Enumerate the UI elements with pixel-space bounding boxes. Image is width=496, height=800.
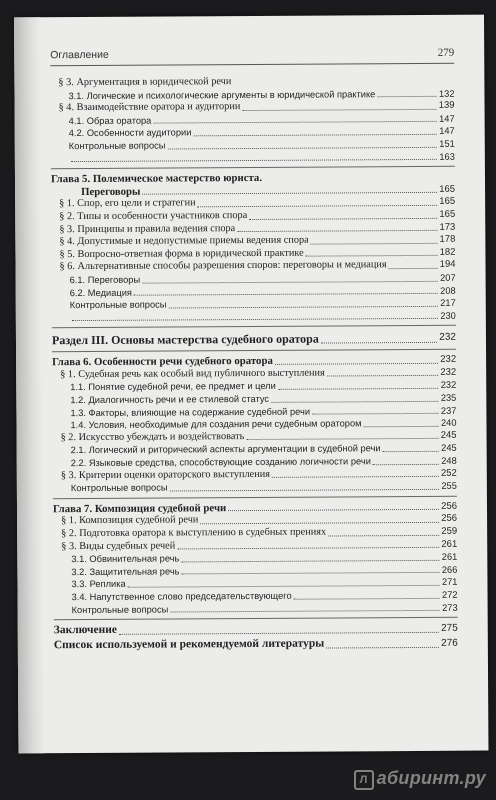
toc-entry-page: 245 xyxy=(441,443,457,454)
toc-entry-page: 252 xyxy=(440,467,457,479)
toc-entry-page: 151 xyxy=(439,138,455,149)
toc-entry-page: 235 xyxy=(440,392,457,403)
dot-leader xyxy=(228,509,439,511)
dot-leader xyxy=(275,363,438,365)
dot-leader xyxy=(170,489,440,492)
dot-leader xyxy=(306,255,438,257)
dot-leader xyxy=(383,451,440,452)
toc-entry-title: Список используемой и рекомендуемой литературы xyxy=(53,637,325,652)
toc-entry-title: § 3. Аргументация в юридической речи xyxy=(58,76,232,89)
toc-entry-title: § 3. Виды судебных речей xyxy=(61,540,176,552)
toc-entry-page: 245 xyxy=(440,429,457,441)
toc-entry-page: 173 xyxy=(439,221,456,233)
watermark-text: абиринт.ру xyxy=(376,768,486,788)
toc-entry-page: 147 xyxy=(439,126,455,137)
toc-entry-title: Глава 7. Композиция судебной речи xyxy=(52,501,227,516)
toc-entry-page: 232 xyxy=(439,332,457,344)
toc-entry[interactable] xyxy=(52,309,456,324)
toc-entry-page: 261 xyxy=(441,551,458,563)
dot-leader xyxy=(272,476,439,478)
toc-entry-title: § 1. Спор, его цели и стратегии xyxy=(59,197,196,210)
toc-entry-title: 1.4. Условия, необходимые для создания речи судебным оратором xyxy=(70,418,362,431)
toc-entry-page: 232 xyxy=(440,354,457,366)
toc-entry-page: 163 xyxy=(439,151,455,162)
toc-entry-page: 165 xyxy=(439,196,456,208)
dot-leader xyxy=(321,342,437,344)
dot-leader xyxy=(193,134,437,136)
labyrinth-logo-icon: Л xyxy=(354,770,374,790)
toc-entry-page: 232 xyxy=(440,380,457,391)
toc-entry-page: 272 xyxy=(441,589,458,600)
toc-entry-title: 4.1. Образ оратора xyxy=(68,115,152,126)
toc-entry-page: 207 xyxy=(440,272,456,283)
toc-entry-page: 217 xyxy=(440,297,456,308)
section-divider xyxy=(51,166,455,169)
toc-entry-title: 3.1. Логические и психологические аргументы в юридической практике xyxy=(68,88,376,101)
toc-entry[interactable] xyxy=(54,601,458,616)
toc-entry-title: 1.2. Диалогичность речи и ее стилевой статус xyxy=(70,393,270,406)
toc-entry-title: Глава 5. Полемическое мастерство юриста. xyxy=(50,172,263,186)
toc-entry-title: § 1. Судебная речь как особый вид публичного выступления xyxy=(60,367,325,381)
dot-leader xyxy=(278,388,439,390)
toc-entry-title: Контрольные вопросы xyxy=(71,604,169,615)
toc-entry-page: 132 xyxy=(438,88,455,99)
dot-leader xyxy=(153,121,437,124)
toc-entry-title: § 3. Критерии оценки ораторского выступления xyxy=(60,468,271,481)
book-page xyxy=(14,15,488,754)
toc-entry-page: 248 xyxy=(441,455,457,466)
toc-entry-title: 6.1. Переговоры xyxy=(69,274,141,286)
toc-entry-page: 271 xyxy=(441,577,458,588)
dot-leader xyxy=(134,293,438,296)
toc-entry-title: § 4. Взаимодействие оратора и аудитории xyxy=(58,101,241,114)
toc-entry-page: 266 xyxy=(441,564,458,575)
dot-leader xyxy=(170,610,440,613)
dot-leader xyxy=(271,401,439,403)
dot-leader xyxy=(389,268,438,269)
header-page-number: 279 xyxy=(437,46,455,59)
toc-entry-page: 256 xyxy=(441,500,458,512)
dot-leader xyxy=(327,375,439,377)
toc-entry-page: 275 xyxy=(441,622,458,634)
watermark-logo xyxy=(354,768,486,790)
toc-entry-title: Переговоры xyxy=(81,185,141,198)
section-divider xyxy=(52,325,456,328)
toc-entry-title: § 2. Искусство убеждать и воздействовать xyxy=(60,430,245,444)
dot-leader xyxy=(377,96,437,97)
toc-entry-title: 3.2. Защитительная речь xyxy=(71,566,180,577)
running-header xyxy=(50,45,454,66)
toc-entry-page: 165 xyxy=(439,208,456,220)
dot-leader xyxy=(246,438,438,440)
toc-entry-page: 261 xyxy=(441,538,458,550)
toc-entry-title: 4.2. Особенности аудитории xyxy=(68,127,192,139)
toc-entry-title: § 4. Допустимые и недопустимые приемы ведения спора xyxy=(59,234,309,248)
dot-leader xyxy=(364,426,439,427)
toc-entry-title: 3.3. Реплика xyxy=(71,579,126,590)
toc-entry-page: 165 xyxy=(439,183,456,195)
toc-entry-title: Контрольные вопросы xyxy=(70,482,168,494)
dot-leader xyxy=(242,109,436,111)
toc-entry[interactable] xyxy=(53,480,457,495)
toc-entry[interactable] xyxy=(54,636,458,653)
toc-entry-page: 237 xyxy=(440,405,457,416)
dot-leader xyxy=(181,560,439,563)
toc-entry-page: 255 xyxy=(441,480,457,492)
toc-entry-page: 256 xyxy=(441,513,458,525)
toc-entry-page: 232 xyxy=(440,366,457,378)
toc-entry-title: 1.3. Факторы, влияющие на содержание судебной речи xyxy=(70,406,311,418)
toc-entry-page: 240 xyxy=(440,417,457,429)
toc-entry-title: Контрольные вопросы xyxy=(69,299,167,311)
page-spine-shadow xyxy=(14,17,44,753)
section-divider xyxy=(52,349,456,352)
dot-leader xyxy=(177,547,439,550)
dot-leader xyxy=(167,146,437,149)
toc-entry-title: § 1. Композиция судебной речи xyxy=(61,514,199,527)
toc-entry-page: 259 xyxy=(441,525,458,537)
toc-entry-title: Заключение xyxy=(53,623,117,637)
toc-entry-title: 6.2. Медиация xyxy=(69,287,132,298)
toc-entry-page: 194 xyxy=(439,259,456,271)
dot-leader xyxy=(311,243,438,245)
dot-leader xyxy=(326,647,439,649)
toc-entry-title: § 2. Подготовка оратора к выступлению в судебных прениях xyxy=(61,526,327,540)
table-of-contents xyxy=(50,75,458,654)
toc-entry-page: 273 xyxy=(442,602,458,613)
dot-leader xyxy=(373,463,439,464)
dot-leader xyxy=(71,159,437,162)
toc-entry[interactable] xyxy=(51,150,455,165)
toc-entry-title: 1.1. Понятие судебной речи, ее предмет и цели xyxy=(70,381,276,393)
dot-leader xyxy=(312,413,439,415)
toc-entry-page: 139 xyxy=(438,99,455,112)
dot-leader xyxy=(249,217,437,219)
toc-entry-title: Глава 6. Особенности речи судебного оратора xyxy=(52,355,273,369)
dot-leader xyxy=(294,597,440,599)
toc-entry-title: § 6. Альтернативные способы разрешения споров: переговоры и медиация xyxy=(59,259,387,273)
dot-leader xyxy=(328,534,439,536)
dot-leader xyxy=(142,192,437,195)
toc-entry-page: 230 xyxy=(440,310,456,321)
dot-leader xyxy=(128,585,440,588)
toc-entry-page: 178 xyxy=(439,233,456,245)
dot-leader xyxy=(237,230,437,232)
toc-entry-title: § 5. Вопросно-ответная форма в юридической практике xyxy=(59,247,304,260)
toc-entry-page: 182 xyxy=(439,246,456,258)
toc-entry-title: § 3. Принципы и правила ведения спора xyxy=(59,222,236,235)
dot-leader xyxy=(198,205,438,207)
toc-entry-title: 2.1. Логический и риторический аспекты аргументации в судебной речи xyxy=(70,443,381,456)
dot-leader xyxy=(72,318,438,321)
dot-leader xyxy=(119,632,439,635)
toc-entry[interactable] xyxy=(52,330,456,348)
section-divider xyxy=(54,617,458,620)
toc-entry-page: 276 xyxy=(441,637,458,649)
toc-entry-title: § 2. Типы и особенности участников спора xyxy=(59,209,248,223)
toc-entry-title: Раздел III. Основы мастерства судебного оратора xyxy=(51,331,319,348)
header-section-title: Оглавление xyxy=(50,48,109,62)
toc-entry-title: 3.1. Обвинительная речь xyxy=(71,553,180,565)
dot-leader xyxy=(200,522,439,524)
toc-entry-title: 3.4. Напутственное слово председательствующего xyxy=(71,590,292,603)
section-divider xyxy=(53,496,457,499)
toc-entry-page: 147 xyxy=(439,113,455,124)
dot-leader xyxy=(168,306,438,309)
toc-entry-page: 208 xyxy=(440,285,456,296)
dot-leader xyxy=(182,572,440,575)
toc-entry-title: Контрольные вопросы xyxy=(68,140,166,152)
dot-leader xyxy=(142,280,438,283)
toc-entry-title: 2.2. Языковые средства, способствующие созданию логичности речи xyxy=(70,456,371,469)
